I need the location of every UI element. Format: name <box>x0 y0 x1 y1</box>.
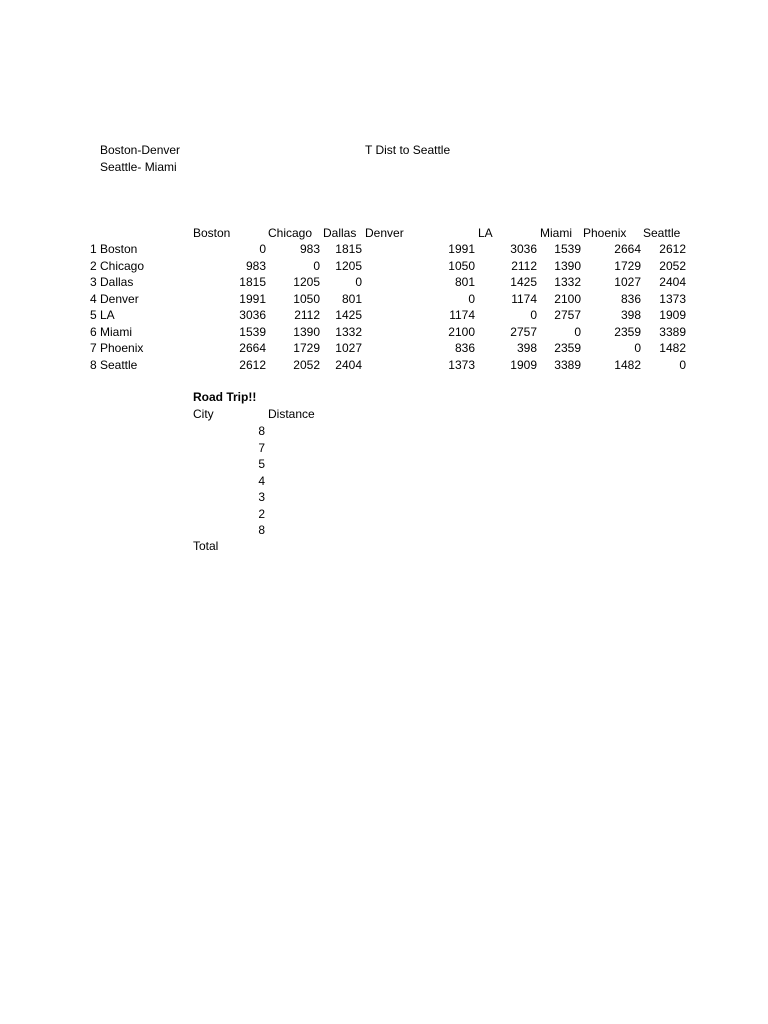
row-number: 3 <box>90 275 97 289</box>
distance-cell: 836 <box>454 341 475 355</box>
distance-cell: 1425 <box>510 275 537 289</box>
distance-cell: 2112 <box>294 308 320 322</box>
distance-cell: 2359 <box>554 341 581 355</box>
distance-cell: 1174 <box>449 308 475 322</box>
note-boston-denver: Boston-Denver <box>100 143 181 157</box>
distance-cell: 2612 <box>239 358 266 372</box>
road-trip-city: 2 <box>258 507 265 521</box>
distance-cell: 1390 <box>293 325 320 339</box>
row-label-la: LA <box>100 308 115 322</box>
distance-cell: 1539 <box>554 242 581 256</box>
distance-cell: 3036 <box>510 242 537 256</box>
road-trip-city: 7 <box>258 441 265 455</box>
distance-cell: 3036 <box>239 308 266 322</box>
row-number: 5 <box>90 308 97 322</box>
row-label-dallas: Dallas <box>100 275 134 289</box>
distance-cell: 2664 <box>239 341 266 355</box>
distance-cell: 1991 <box>448 242 475 256</box>
distance-cell: 2052 <box>293 358 320 372</box>
distance-cell: 1539 <box>239 325 266 339</box>
distance-cell: 2100 <box>554 292 581 306</box>
distance-cell: 0 <box>530 308 537 322</box>
distance-cell: 1050 <box>293 292 320 306</box>
column-header-la: LA <box>478 226 493 240</box>
distance-cell: 1027 <box>614 275 641 289</box>
distance-cell: 3389 <box>659 325 686 339</box>
row-label-miami: Miami <box>100 325 132 339</box>
row-number: 6 <box>90 325 97 339</box>
total-label: Total <box>193 539 219 553</box>
distance-cell: 0 <box>355 275 362 289</box>
row-label-boston: Boston <box>100 242 138 256</box>
city-column-header: City <box>193 407 214 421</box>
distance-cell: 2757 <box>554 308 581 322</box>
distance-cell: 0 <box>468 292 475 306</box>
distance-cell: 1482 <box>614 358 641 372</box>
road-trip-city: 4 <box>258 474 265 488</box>
distance-cell: 2612 <box>659 242 686 256</box>
distance-cell: 983 <box>245 259 266 273</box>
road-trip-city: 8 <box>258 424 265 438</box>
distance-cell: 2052 <box>659 259 686 273</box>
distance-cell: 1815 <box>239 275 266 289</box>
distance-cell: 1027 <box>335 341 362 355</box>
column-header-denver: Denver <box>365 226 404 240</box>
distance-cell: 1425 <box>335 308 362 322</box>
row-number: 1 <box>90 242 97 256</box>
distance-cell: 801 <box>454 275 475 289</box>
distance-cell: 1909 <box>659 308 686 322</box>
road-trip-city: 8 <box>258 523 265 537</box>
distance-cell: 2359 <box>614 325 641 339</box>
distance-cell: 0 <box>313 259 320 273</box>
distance-cell: 2404 <box>659 275 686 289</box>
distance-cell: 1390 <box>554 259 581 273</box>
distance-cell: 1373 <box>448 358 475 372</box>
distance-cell: 1205 <box>335 259 362 273</box>
distance-column-header: Distance <box>268 407 315 421</box>
distance-cell: 3389 <box>554 358 581 372</box>
distance-cell: 1482 <box>659 341 686 355</box>
row-label-phoenix: Phoenix <box>100 341 144 355</box>
distance-cell: 1729 <box>293 341 320 355</box>
row-number: 2 <box>90 259 97 273</box>
distance-cell: 1729 <box>614 259 641 273</box>
row-label-chicago: Chicago <box>100 259 145 273</box>
column-header-chicago: Chicago <box>268 226 313 240</box>
distance-cell: 2664 <box>614 242 641 256</box>
row-number: 4 <box>90 292 97 306</box>
row-label-denver: Denver <box>100 292 139 306</box>
distance-cell: 1332 <box>554 275 581 289</box>
distance-cell: 0 <box>574 325 581 339</box>
distance-cell: 2757 <box>510 325 537 339</box>
road-trip-city: 5 <box>258 457 265 471</box>
distance-cell: 1373 <box>659 292 686 306</box>
column-header-miami: Miami <box>540 226 572 240</box>
distance-cell: 1050 <box>448 259 475 273</box>
distance-cell: 0 <box>634 341 641 355</box>
distance-cell: 1909 <box>510 358 537 372</box>
distance-cell: 1205 <box>293 275 320 289</box>
distance-cell: 2404 <box>335 358 362 372</box>
column-header-boston: Boston <box>193 226 231 240</box>
distance-cell: 801 <box>341 292 362 306</box>
road-trip-title: Road Trip!! <box>193 390 257 404</box>
note-seattle-miami: Seattle- Miami <box>100 160 177 174</box>
distance-cell: 0 <box>259 242 266 256</box>
distance-cell: 983 <box>299 242 320 256</box>
distance-cell: 836 <box>620 292 641 306</box>
note-dist-to-seattle: T Dist to Seattle <box>365 143 451 157</box>
column-header-dallas: Dallas <box>323 226 357 240</box>
row-number: 8 <box>90 358 97 372</box>
column-header-seattle: Seattle <box>643 226 681 240</box>
distance-cell: 1991 <box>239 292 266 306</box>
distance-cell: 1815 <box>335 242 362 256</box>
column-header-phoenix: Phoenix <box>583 226 627 240</box>
distance-cell: 2100 <box>448 325 475 339</box>
distance-cell: 1332 <box>335 325 362 339</box>
distance-cell: 0 <box>679 358 686 372</box>
road-trip-city: 3 <box>258 490 265 504</box>
distance-cell: 2112 <box>511 259 537 273</box>
row-label-seattle: Seattle <box>100 358 138 372</box>
row-number: 7 <box>90 341 97 355</box>
distance-cell: 398 <box>620 308 641 322</box>
distance-cell: 398 <box>516 341 537 355</box>
distance-cell: 1174 <box>511 292 537 306</box>
